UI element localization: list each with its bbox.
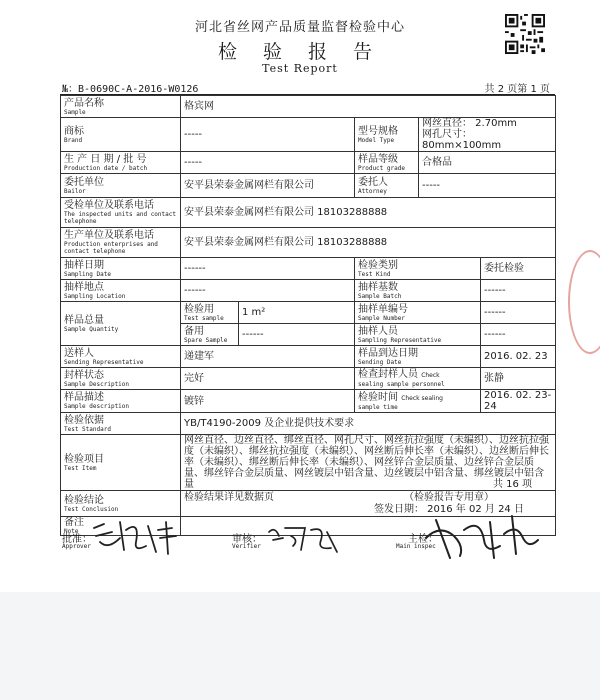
verifier-label-en: Verifier [232,543,261,550]
label-cell: 检验用 Test sample [181,302,239,324]
table-row [61,390,556,413]
value-cell: 检验结果详见数据页 （检验报告专用章） 签发日期： 2016 年 02 月 24 日 [181,491,556,517]
value-cell: 安平县荣泰金属网栏有限公司 18103288888 [181,228,556,258]
label-cell: 生产单位及联系电话 Production enterprises and contact telephone [61,228,181,258]
main-inspector-label-en: Main inspec [396,543,436,550]
value-cell: 网丝直径： 2.70mm 网孔尺寸： 80mm×100mm [419,118,556,152]
value-cell: 合格品 [419,152,556,174]
table-row [61,368,556,390]
label-cell: 检验结论 Test Conclusion [61,491,181,517]
value-cell: 完好 [181,368,355,390]
label-cell: 备用 Spare Sample [181,324,239,346]
value-cell: 递建军 [181,346,355,368]
table-row [61,96,556,118]
table-row [61,228,556,258]
report-number: №：B-0690C-A-2016-W0126 [62,84,199,95]
verifier-signature [265,522,345,556]
label-cell: 封样状态 Sample Description [61,368,181,390]
label-cell: 产品名称 Sample [61,96,181,118]
label-cell: 商标 Brand [61,118,181,152]
value-cell: ------ [481,280,556,302]
value-cell: 2016. 02. 23 [481,346,556,368]
label-cell: 备注 Note [61,517,181,536]
label-cell: 送样人 Sending Representative [61,346,181,368]
label-cell: 样品描述 Sample description [61,390,181,413]
main-inspector-label: 主检： [408,534,438,545]
label-cell: 抽样日期 Sampling Date [61,258,181,280]
label-cell: 样品到达日期 Sending Date [355,346,481,368]
report-page [10,10,590,590]
label-cell: 抽样地点 Sampling Location [61,280,181,302]
value-cell: 网丝直径、边丝直径、绑丝直径、网孔尺寸、网丝抗拉强度（未编织）、边丝抗拉强度（未编织）、绑丝抗拉强度（未编织）、网丝断后伸长率（未编织）、边丝断后伸长率（未编织）、绑丝断后伸长率（未编织）、网丝锌合金层质量、边丝锌合金层质量、绑丝锌合金层质量、网丝镀层中铝含量、边丝镀层中铝含量、绑丝镀层中铝含量 共 16 项 [181,435,556,491]
value-cell: ------ [239,324,355,346]
table-row [61,346,556,368]
label-cell: 委托人 Attorney [355,174,419,198]
value-cell: 格宾网 [181,96,556,118]
label-cell: 检查封样人员 Check sealing sample personnel [355,368,481,390]
table-row [61,118,556,152]
value-cell: YB/T4190-2009 及企业提供技术要求 [181,413,556,435]
value-cell: ------ [481,302,556,324]
value-cell: ----- [181,152,355,174]
table-row [61,198,556,228]
label-cell: 检验依据 Test Standard [61,413,181,435]
bottom-margin [0,592,600,700]
label-cell: 委托单位 Bailor [61,174,181,198]
value-cell: 1 m² [239,302,355,324]
label-cell: 生 产 日 期 / 批 号 Production date / batch [61,152,181,174]
label-cell: 样品总量 Sample Quantity [61,302,181,346]
report-table [60,95,556,536]
value-cell: ------ [181,280,355,302]
value-cell: 安平县荣泰金属网栏有限公司 18103288888 [181,198,556,228]
report-title: 检 验 报 告 [217,41,383,63]
label-cell: 受检单位及联系电话 The inspected units and contact telephone [61,198,181,228]
label-cell: 检验项目 Test Item [61,435,181,491]
verifier-label: 审核： [232,534,262,545]
table-row [61,280,556,302]
label-cell: 抽样基数 Sample Batch [355,280,481,302]
approver-signature [90,516,180,556]
table-row [61,413,556,435]
item-count: 共 16 项 [492,479,533,490]
table-row [61,302,556,324]
value-cell: ------ [181,258,355,280]
main-inspector-signature [420,510,540,562]
value-cell: ----- [181,118,355,152]
report-title-en: Test Report [262,62,338,75]
value-cell: ----- [419,174,556,198]
approver-label: 批准： [62,534,92,545]
label-cell: 检验时间 Check sealing sample time [355,390,481,413]
value-cell: 张静 [481,368,556,390]
label-cell: 抽样人员 Sampling Representative [355,324,481,346]
label-cell: 检验类别 Test Kind [355,258,481,280]
label-cell: 样品等级 Product grade [355,152,419,174]
label-cell: 型号规格 Model Type [355,118,419,152]
table-row [61,174,556,198]
value-cell: 镀锌 [181,390,355,413]
qr-code [505,14,545,54]
value-cell: 安平县荣泰金属网栏有限公司 [181,174,355,198]
table-row [61,152,556,174]
table-row [61,435,556,491]
approver-label-en: Approver [62,543,91,550]
value-cell: 2016. 02. 23-24 [481,390,556,413]
table-row [61,258,556,280]
organization-name: 河北省丝网产品质量监督检验中心 [194,20,405,35]
value-cell: 委托检验 [481,258,556,280]
page-info: 共 2 页第 1 页 [484,84,550,95]
value-cell: ------ [481,324,556,346]
label-cell: 抽样单编号 Sample Number [355,302,481,324]
